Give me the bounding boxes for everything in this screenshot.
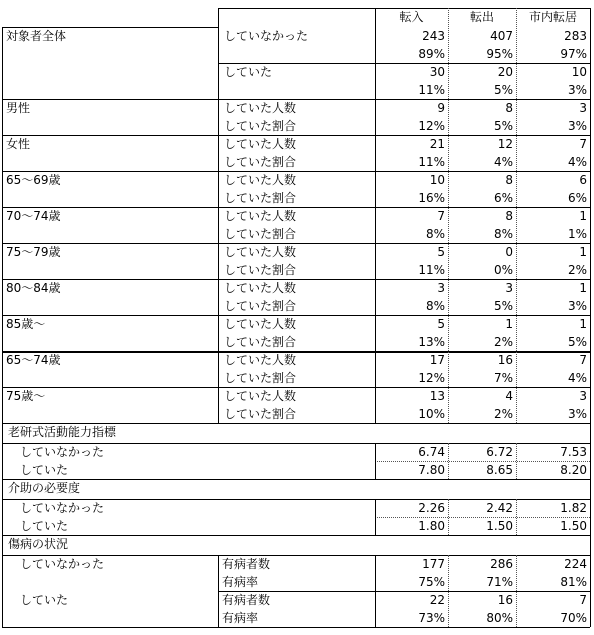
grid-line [516,555,517,627]
grid-line [448,499,449,535]
value-col2: 7.53 [560,445,587,459]
row-label: していた割合 [224,263,297,277]
count-col0: 10 [429,173,445,187]
count-col2: 10 [571,65,587,79]
grid-line [218,555,219,627]
count-col0: 5 [437,245,445,259]
column-header-0: 転入 [399,10,424,24]
percent-col0: 89% [418,47,445,61]
column-header-1: 転出 [469,10,494,24]
rate-col2: 5% [567,335,587,349]
count-col2: 7 [579,353,587,367]
rate-col1: 6% [493,191,513,205]
rate-col0: 8% [425,227,445,241]
row-label: していた人数 [224,317,297,331]
row-label: していた [20,593,69,607]
rate-col2: 4% [567,155,587,169]
grid-line [375,499,376,535]
grid-line [590,8,591,423]
count-col1: 3 [505,281,513,295]
count-col0: 17 [429,353,445,367]
group-label: 80～84歳 [6,281,61,295]
count-col1: 0 [505,245,513,259]
grid-line [448,443,449,479]
value-col0: 2.26 [418,501,445,515]
rate-col1: 5% [493,299,513,313]
group-label: 70～74歳 [6,209,61,223]
value-col2: 8.20 [560,463,587,477]
count-col0: 177 [422,557,445,571]
grid-line [448,555,449,627]
grid-line [375,443,376,479]
group-label: 75歳～ [6,389,46,403]
count-col1: 12 [497,137,513,151]
count-col2: 7 [579,137,587,151]
row-label: 有病者数 [222,557,271,571]
group-label: 85歳～ [6,317,46,331]
grid-line [590,423,591,627]
row-label: していた割合 [224,335,297,349]
count-col0: 9 [437,101,445,115]
row-label: していた割合 [224,371,297,385]
rate-col2: 6% [567,191,587,205]
row-label: していなかった [20,501,105,515]
row-label: していた [224,65,273,79]
row-label: していた人数 [224,209,297,223]
grid-line [448,8,449,423]
grid-line [2,627,590,628]
rate-col0: 12% [418,371,445,385]
group-label: 75～79歳 [6,245,61,259]
count-col0: 13 [429,389,445,403]
rate-col1: 2% [493,407,513,421]
rate-col0: 16% [418,191,445,205]
row-label: していなかった [224,29,309,43]
grid-line [2,27,218,28]
row-label: していた割合 [224,155,297,169]
percent-col2: 97% [560,47,587,61]
count-col2: 1 [579,281,587,295]
grid-line [218,63,590,64]
row-label: していた割合 [224,191,297,205]
value-col0: 1.80 [418,519,445,533]
row-label: していた割合 [224,227,297,241]
grid-line [375,8,376,423]
row-label: していた割合 [224,119,297,133]
section-title: 傷病の状況 [8,537,69,551]
percent-col1: 95% [486,47,513,61]
group-label: 対象者全体 [6,29,67,43]
section-title: 介助の必要度 [8,481,81,495]
grid-line [516,499,517,535]
percent-col2: 3% [567,83,587,97]
value-col1: 1.50 [486,519,513,533]
count-col0: 21 [429,137,445,151]
rate-col1: 7% [493,371,513,385]
row-label: していなかった [20,445,105,459]
count-col1: 8 [505,101,513,115]
value-col0: 6.74 [418,445,445,459]
value-col1: 2.42 [486,501,513,515]
value-col2: 1.50 [560,519,587,533]
count-col2: 1 [579,245,587,259]
grid-line [218,8,219,423]
percent-col2: 70% [560,611,587,625]
grid-line [2,27,3,423]
count-col0: 30 [429,65,445,79]
row-label: していた人数 [224,173,297,187]
count-col1: 16 [497,593,513,607]
value-col1: 8.65 [486,463,513,477]
count-col2: 3 [579,101,587,115]
percent-col2: 81% [560,575,587,589]
rate-col0: 12% [418,119,445,133]
row-label: 有病率 [222,575,259,589]
count-col1: 8 [505,173,513,187]
row-label: していた人数 [224,281,297,295]
row-label: していた人数 [224,101,297,115]
value-col1: 6.72 [486,445,513,459]
row-label: していなかった [20,557,105,571]
count-col2: 7 [579,593,587,607]
count-col0: 5 [437,317,445,331]
rate-col1: 5% [493,119,513,133]
row-label: していた人数 [224,353,297,367]
row-label: していた人数 [224,245,297,259]
percent-col1: 71% [486,575,513,589]
row-label: 有病者数 [222,593,271,607]
row-label: していた割合 [224,299,297,313]
count-col0: 243 [422,29,445,43]
grid-line [2,352,590,353]
count-col0: 7 [437,209,445,223]
value-col0: 7.80 [418,463,445,477]
rate-col0: 11% [418,155,445,169]
rate-col1: 4% [493,155,513,169]
percent-col0: 11% [418,83,445,97]
percent-col0: 75% [418,575,445,589]
count-col2: 1 [579,209,587,223]
grid-line [516,443,517,479]
rate-col1: 8% [493,227,513,241]
rate-col0: 8% [425,299,445,313]
count-col1: 286 [490,557,513,571]
rate-col0: 11% [418,263,445,277]
count-col2: 1 [579,317,587,331]
count-col2: 224 [564,557,587,571]
count-col0: 22 [429,593,445,607]
rate-col2: 4% [567,371,587,385]
group-label: 65～74歳 [6,353,61,367]
count-col1: 8 [505,209,513,223]
percent-col1: 5% [493,83,513,97]
row-label: 有病率 [222,611,259,625]
row-label: していた [20,463,69,477]
grid-line [375,555,376,627]
count-col2: 283 [564,29,587,43]
rate-col2: 3% [567,407,587,421]
column-header-2: 市内転居 [528,10,577,24]
rate-col2: 3% [567,119,587,133]
rate-col1: 2% [493,335,513,349]
section-title: 老研式活動能力指標 [8,425,117,439]
grid-line [2,423,3,627]
count-col1: 20 [497,65,513,79]
group-label: 65～69歳 [6,173,61,187]
count-col1: 407 [490,29,513,43]
count-col1: 1 [505,317,513,331]
row-label: していた [20,519,69,533]
grid-line [516,8,517,423]
rate-col2: 1% [567,227,587,241]
count-col2: 3 [579,389,587,403]
rate-col2: 2% [567,263,587,277]
percent-col0: 73% [418,611,445,625]
group-label: 女性 [6,137,31,151]
rate-col0: 10% [418,407,445,421]
percent-col1: 80% [486,611,513,625]
count-col0: 3 [437,281,445,295]
row-label: していた割合 [224,407,297,421]
count-col2: 6 [579,173,587,187]
group-label: 男性 [6,101,31,115]
count-col1: 4 [505,389,513,403]
row-label: していた人数 [224,389,297,403]
value-col2: 1.82 [560,501,587,515]
count-col1: 16 [497,353,513,367]
rate-col0: 13% [418,335,445,349]
rate-col2: 3% [567,299,587,313]
row-label: していた人数 [224,137,297,151]
rate-col1: 0% [493,263,513,277]
